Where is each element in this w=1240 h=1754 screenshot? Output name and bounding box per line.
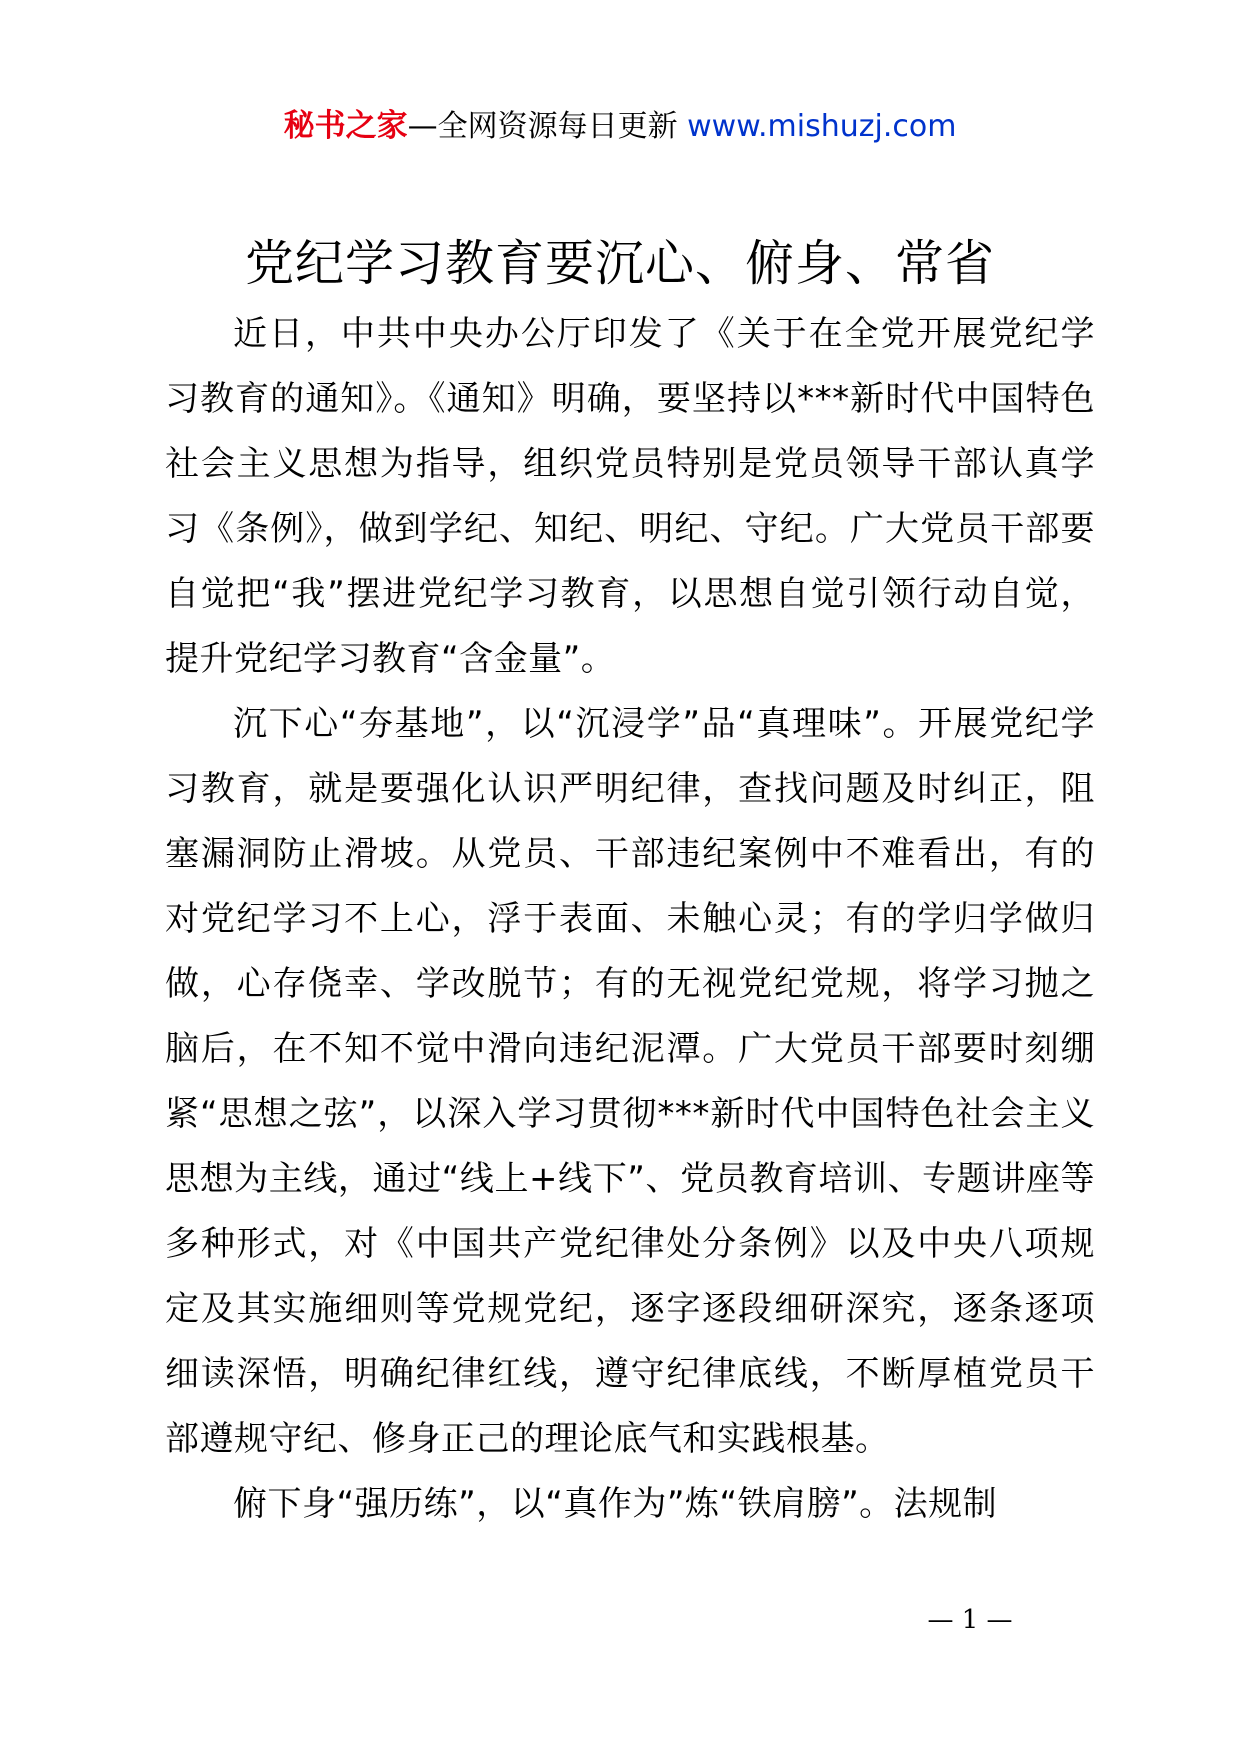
paragraph-section-2: 俯下身“强历练”，以“真作为”炼“铁肩膀”。法规制 <box>233 1484 998 1524</box>
brand-name: 秘书之家 <box>283 108 408 144</box>
paragraph-intro: 近日，中共中央办公厅印发了《关于在全党开展党纪学习教育的通知》。《通知》明确，要坚持以***新时代中国特色社会主义思想为指导，组织党员特别是党员领导干部认真学习《条例》，做到学纪、知纪、明纪、守纪。广大党员干部要自觉把“我”摆进党纪学习教育，以思想自觉引领行动自觉，提升党纪学习教育“含金量”。 <box>165 314 1095 679</box>
header-slogan: —全网资源每日更新 <box>407 109 688 144</box>
article-body <box>165 302 1095 1537</box>
site-url-link[interactable]: www.mishuzj.com <box>687 109 957 144</box>
page-number: — 1 — <box>927 1605 1013 1635</box>
article-title: 党纪学习教育要沉心、俯身、常省 <box>244 235 995 292</box>
paragraph-section-1: 沉下心“夯基地”，以“沉浸学”品“真理味”。开展党纪学习教育，就是要强化认识严明纪律，查找问题及时纠正，阻塞漏洞防止滑坡。从党员、干部违纪案例中不难看出，有的对党纪学习不上心，浮于表面、未触心灵；有的学归学做归做，心存侥幸、学改脱节；有的无视党纪党规，将学习抛之脑后，在不知不觉中滑向违纪泥潭。广大党员干部要时刻绷紧“思想之弦”，以深入学习贯彻***新时代中国特色社会主义思想为主线，通过“线上+线下”、党员教育培训、专题讲座等多种形式，对《中国共产党纪律处分条例》以及中央八项规定及其实施细则等党规党纪，逐字逐段细研深究，逐条逐项细读深悟，明确纪律红线，遵守纪律底线，不断厚植党员干部遵规守纪、修身正己的理论底气和实践根基。 <box>165 704 1095 1459</box>
site-header-banner <box>0 100 1240 152</box>
